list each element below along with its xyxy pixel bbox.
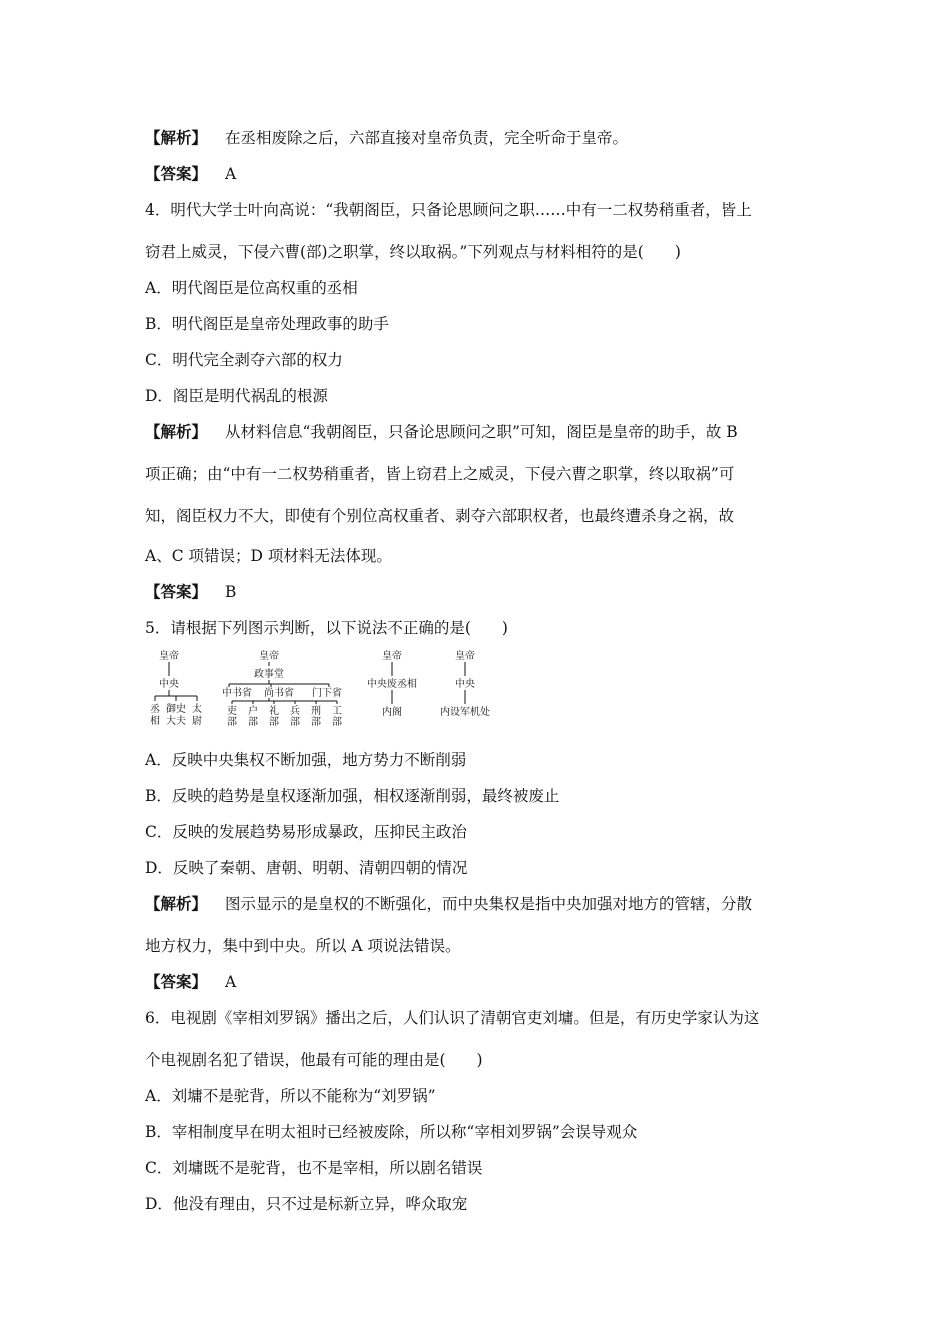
q3-answer-line bbox=[145, 164, 236, 184]
d1-leaf-line2: 相 bbox=[150, 716, 160, 727]
q4-stem-line-1: 4．明代大学士叶向高说：“我朝阁臣，只备论思顾问之职……中有一二权势稍重者，皆上 bbox=[145, 201, 752, 219]
d2-sheng: 门下省 bbox=[312, 688, 342, 699]
q4-option-b: B．明代阁臣是皇帝处理政事的助手 bbox=[145, 315, 389, 333]
q6-option-a: A．刘墉不是驼背，所以不能称为“刘罗锅” bbox=[145, 1087, 436, 1105]
q5-answer-line bbox=[145, 972, 236, 992]
d2-bu: 工 bbox=[332, 706, 342, 717]
d2-sheng: 中书省 bbox=[222, 688, 252, 699]
q3-analysis-line bbox=[145, 128, 628, 148]
q4-answer-line bbox=[145, 582, 236, 602]
q5-option-a: A．反映中央集权不断加强，地方势力不断削弱 bbox=[145, 751, 467, 769]
q4-analysis-text-1: 从材料信息“我朝阁臣，只备论思顾问之职”可知，阁臣是皇帝的助手，故 B bbox=[225, 423, 738, 441]
q4-answer-value: B bbox=[225, 583, 237, 601]
d1-leaf-line2: 尉 bbox=[192, 716, 202, 727]
d2-bu-line2: 部 bbox=[332, 717, 342, 728]
q5-analysis-line-1 bbox=[145, 894, 752, 914]
q4-analysis-line-2: 项正确；由“中有一二权势稍重者，皆上窃君上之威灵，下侵六曹之职掌，终以取祸”可 bbox=[145, 465, 735, 483]
d2-mid: 政事堂 bbox=[254, 669, 284, 680]
d1-leaf: 丞 bbox=[150, 704, 160, 715]
d1-leaf: 御史 bbox=[166, 704, 186, 715]
d2-top: 皇帝 bbox=[259, 651, 279, 662]
d2-sheng: 尚书省 bbox=[264, 688, 294, 699]
q3-answer-value: A bbox=[225, 165, 237, 183]
answer-tag: 【答案】 bbox=[145, 164, 208, 183]
q5-diagram bbox=[145, 648, 505, 728]
d2-bu: 吏 bbox=[227, 706, 237, 717]
d2-bu: 兵 bbox=[290, 706, 300, 717]
q4-analysis-line-3: 知，阁臣权力不大，即使有个别位高权重者、剥夺六部职权者，也最终遭杀身之祸，故 bbox=[145, 507, 735, 525]
d2-bu-line2: 部 bbox=[290, 717, 300, 728]
q6-option-c: C．刘墉既不是驼背，也不是宰相，所以剧名错误 bbox=[145, 1159, 483, 1177]
q4-option-c: C．明代完全剥夺六部的权力 bbox=[145, 351, 343, 369]
analysis-tag: 【解析】 bbox=[145, 422, 208, 441]
d2-bu-line2: 部 bbox=[311, 717, 321, 728]
d4-top: 皇帝 bbox=[455, 651, 475, 662]
q5-analysis-text-1: 图示显示的是皇权的不断强化，而中央集权是指中央加强对地方的管辖，分散 bbox=[225, 895, 753, 913]
q4-option-d: D．阁臣是明代祸乱的根源 bbox=[145, 387, 328, 405]
q6-stem-line-2: 个电视剧名犯了错误，他最有可能的理由是( ) bbox=[145, 1051, 483, 1069]
q4-option-a: A．明代阁臣是位高权重的丞相 bbox=[145, 279, 358, 297]
d2-bu: 户 bbox=[248, 706, 258, 717]
analysis-tag: 【解析】 bbox=[145, 894, 208, 913]
d4-mid: 中央 bbox=[455, 679, 475, 690]
q5-option-d: D．反映了秦朝、唐朝、明朝、清朝四朝的情况 bbox=[145, 859, 468, 877]
q3-analysis-text: 在丞相废除之后，六部直接对皇帝负责，完全听命于皇帝。 bbox=[225, 129, 629, 147]
q5-analysis-line-2: 地方权力，集中到中央。所以 A 项说法错误。 bbox=[145, 937, 461, 955]
d2-bu-line2: 部 bbox=[248, 717, 258, 728]
q6-option-b: B．宰相制度早在明太祖时已经被废除，所以称“宰相刘罗锅”会误导观众 bbox=[145, 1123, 638, 1141]
analysis-tag: 【解析】 bbox=[145, 128, 208, 147]
q4-analysis-line-1 bbox=[145, 422, 738, 442]
answer-tag: 【答案】 bbox=[145, 582, 208, 601]
d2-bu-line2: 部 bbox=[227, 717, 237, 728]
d1-leaf: 太 bbox=[192, 704, 202, 715]
d1-top: 皇帝 bbox=[159, 651, 179, 662]
d1-leaf-line2: 大夫 bbox=[166, 716, 186, 727]
d1-mid: 中央 bbox=[159, 679, 179, 690]
q6-stem-line-1: 6．电视剧《宰相刘罗锅》播出之后，人们认识了清朝官吏刘墉。但是，有历史学家认为这 bbox=[145, 1009, 760, 1027]
d2-bu: 刑 bbox=[311, 706, 321, 717]
q5-stem: 5．请根据下列图示判断，以下说法不正确的是( ) bbox=[145, 619, 508, 637]
q6-option-d: D．他没有理由，只不过是标新立异，哗众取宠 bbox=[145, 1195, 468, 1213]
q5-option-b: B．反映的趋势是皇权逐渐加强，相权逐渐削弱，最终被废止 bbox=[145, 787, 560, 805]
q5-answer-value: A bbox=[225, 973, 237, 991]
q4-analysis-line-4: A、C 项错误；D 项材料无法体现。 bbox=[145, 547, 392, 565]
q4-stem-line-2: 窃君上威灵，下侵六曹(部)之职掌，终以取祸。”下列观点与材料相符的是( ) bbox=[145, 243, 681, 261]
d3-bottom: 内阁 bbox=[382, 707, 402, 718]
answer-tag: 【答案】 bbox=[145, 972, 208, 991]
q5-option-c: C．反映的发展趋势易形成暴政，压抑民主政治 bbox=[145, 823, 467, 841]
d4-bottom: 内设军机处 bbox=[440, 707, 490, 718]
d2-bu-line2: 部 bbox=[269, 717, 279, 728]
d2-bu: 礼 bbox=[269, 706, 279, 717]
d3-top: 皇帝 bbox=[382, 651, 402, 662]
d3-mid: 中央废丞相 bbox=[367, 679, 417, 690]
